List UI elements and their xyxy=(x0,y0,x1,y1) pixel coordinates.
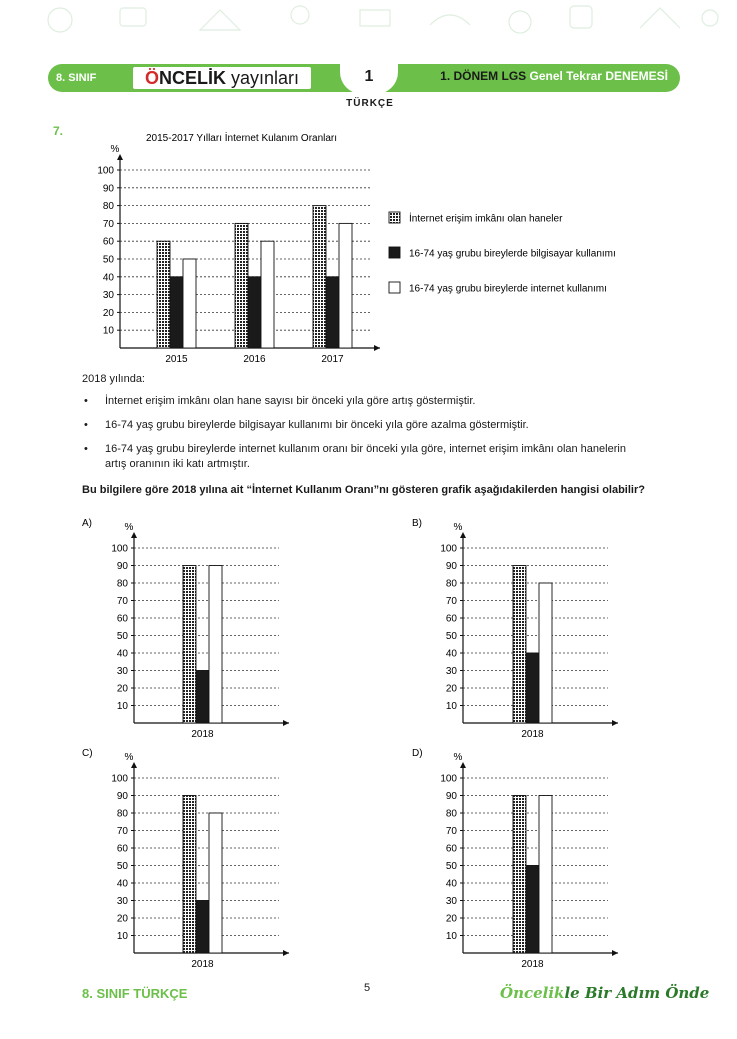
logo-brand: NCELİK xyxy=(158,68,226,88)
bullet-marker-1: • xyxy=(84,395,88,407)
x-axis-arrow xyxy=(612,950,618,956)
question-prompt: Bu bilgilere göre 2018 yılına ait “İnternet Kullanım Oranı”nı gösteren grafik aşağıdakilerden hangisi olabilir? xyxy=(82,484,645,496)
x-tick-label: 2016 xyxy=(243,354,266,365)
legend-label: İnternet erişim imkânı olan haneler xyxy=(409,213,563,225)
grade-label: 8. SINIF xyxy=(56,72,97,84)
y-tick-label: 70 xyxy=(116,826,128,837)
bar xyxy=(170,277,183,348)
question-number: 7. xyxy=(53,124,64,138)
y-tick-label: 30 xyxy=(102,290,114,302)
slogan-brand: Öncelik xyxy=(500,984,565,1002)
y-tick-label: 90 xyxy=(116,791,128,802)
legend-swatch xyxy=(389,282,400,293)
y-tick-label: 80 xyxy=(102,201,114,213)
x-axis-arrow xyxy=(283,950,289,956)
y-tick-label: 50 xyxy=(116,631,128,642)
y-tick-label: 30 xyxy=(116,666,128,677)
bar xyxy=(261,241,274,348)
logo-suffix: yayınları xyxy=(231,68,300,88)
bar xyxy=(526,866,539,954)
y-tick-label: 10 xyxy=(102,325,114,337)
legend-swatch xyxy=(389,247,400,258)
y-tick-label: 100 xyxy=(97,165,114,177)
y-tick-label: 10 xyxy=(116,701,128,712)
y-tick-label: 50 xyxy=(445,631,457,642)
y-tick-label: 50 xyxy=(116,861,128,872)
bar xyxy=(157,241,170,348)
y-tick-label: 60 xyxy=(116,613,128,625)
y-tick-label: 50 xyxy=(102,254,114,266)
bar xyxy=(526,653,539,723)
legend-label: 16-74 yaş grubu bireylerde internet kullanımı xyxy=(409,283,607,295)
y-tick-label: 60 xyxy=(102,236,114,248)
option-label: C) xyxy=(82,748,93,759)
chart-title: 2015-2017 Yılları İnternet Kulanım Oranları xyxy=(146,133,338,144)
x-tick-label: 2015 xyxy=(165,354,188,365)
bullet-text-2: 16-74 yaş grubu bireylerde bilgisayar kullanımı bir önceki yıla göre azalma göstermiştir. xyxy=(105,419,529,431)
y-tick-label: 100 xyxy=(111,773,128,785)
y-tick-label: 40 xyxy=(445,878,457,890)
y-tick-label: 60 xyxy=(445,613,457,625)
y-axis-label: % xyxy=(453,522,463,533)
bar xyxy=(539,796,552,954)
x-tick-label: 2018 xyxy=(191,959,214,970)
bar xyxy=(513,566,526,724)
bar xyxy=(183,796,196,954)
test-number: 1 xyxy=(340,60,398,94)
y-tick-label: 40 xyxy=(102,272,114,284)
x-axis-arrow xyxy=(283,720,289,726)
y-tick-label: 30 xyxy=(445,896,457,907)
y-tick-label: 20 xyxy=(116,913,128,925)
exam-title-part2: Genel Tekrar DENEMESİ xyxy=(529,69,668,83)
y-tick-label: 70 xyxy=(445,596,457,607)
subject-label: TÜRKÇE xyxy=(346,98,394,109)
y-tick-label: 90 xyxy=(445,791,457,802)
y-tick-label: 40 xyxy=(445,648,457,660)
bar xyxy=(339,223,352,348)
y-tick-label: 100 xyxy=(440,543,457,555)
x-tick-label: 2018 xyxy=(521,959,544,970)
y-tick-label: 70 xyxy=(445,826,457,837)
option-label: A) xyxy=(82,518,92,529)
y-axis-label: % xyxy=(453,752,463,763)
logo-o: Ö xyxy=(144,68,159,88)
legend-label: 16-74 yaş grubu bireylerde bilgisayar kullanımı xyxy=(409,248,616,260)
x-axis-arrow xyxy=(374,345,380,351)
y-tick-label: 90 xyxy=(102,183,114,195)
y-tick-label: 80 xyxy=(445,808,457,820)
slogan-rest: le Bir Adım Önde xyxy=(564,984,710,1002)
option-label: B) xyxy=(412,518,422,529)
option-label: D) xyxy=(412,748,423,759)
bar xyxy=(209,813,222,953)
y-tick-label: 10 xyxy=(116,931,128,942)
bar xyxy=(513,796,526,954)
y-tick-label: 10 xyxy=(445,701,457,712)
y-tick-label: 20 xyxy=(445,683,457,695)
page-number: 5 xyxy=(364,982,371,994)
question-intro: 2018 yılında: xyxy=(82,373,145,385)
x-axis-arrow xyxy=(612,720,618,726)
y-axis-label: % xyxy=(124,522,134,533)
x-tick-label: 2017 xyxy=(321,354,344,365)
y-tick-label: 70 xyxy=(116,596,128,607)
y-tick-label: 20 xyxy=(116,683,128,695)
y-axis-label: % xyxy=(124,752,134,763)
bar xyxy=(248,277,261,348)
bar xyxy=(539,583,552,723)
y-tick-label: 70 xyxy=(102,218,114,230)
footer-slogan xyxy=(500,984,709,1002)
bar xyxy=(209,566,222,724)
bullet-text-3b: artış oranının iki katı artmıştır. xyxy=(105,458,250,470)
y-tick-label: 10 xyxy=(445,931,457,942)
bar xyxy=(196,671,209,724)
y-tick-label: 100 xyxy=(440,773,457,785)
legend-swatch xyxy=(389,212,400,223)
bullet-marker-3: • xyxy=(84,443,88,455)
y-tick-label: 40 xyxy=(116,648,128,660)
bar xyxy=(196,901,209,954)
y-tick-label: 100 xyxy=(111,543,128,555)
bar xyxy=(326,277,339,348)
y-axis-label: % xyxy=(110,144,120,155)
footer-grade-subject: 8. SINIF TÜRKÇE xyxy=(82,986,188,1001)
bullet-marker-2: • xyxy=(84,419,88,431)
y-tick-label: 20 xyxy=(102,307,114,319)
y-tick-label: 60 xyxy=(445,843,457,855)
exam-title-part1: 1. DÖNEM LGS xyxy=(440,69,527,83)
y-tick-label: 80 xyxy=(116,808,128,820)
y-tick-label: 20 xyxy=(445,913,457,925)
y-tick-label: 80 xyxy=(445,578,457,590)
y-tick-label: 90 xyxy=(445,561,457,572)
x-tick-label: 2018 xyxy=(191,729,214,740)
bar xyxy=(235,223,248,348)
y-tick-label: 50 xyxy=(445,861,457,872)
bar xyxy=(183,566,196,724)
y-tick-label: 80 xyxy=(116,578,128,590)
y-tick-label: 30 xyxy=(445,666,457,677)
y-tick-label: 60 xyxy=(116,843,128,855)
y-tick-label: 90 xyxy=(116,561,128,572)
bullet-text-1: İnternet erişim imkânı olan hane sayısı bir önceki yıla göre artış göstermiştir. xyxy=(105,395,476,407)
bar xyxy=(313,206,326,348)
bar xyxy=(183,259,196,348)
bullet-text-3: 16-74 yaş grubu bireylerde internet kullanım oranı bir önceki yıla göre, internet erişim imkânı olan hanelerin xyxy=(105,443,626,455)
x-tick-label: 2018 xyxy=(521,729,544,740)
y-tick-label: 40 xyxy=(116,878,128,890)
y-tick-label: 30 xyxy=(116,896,128,907)
